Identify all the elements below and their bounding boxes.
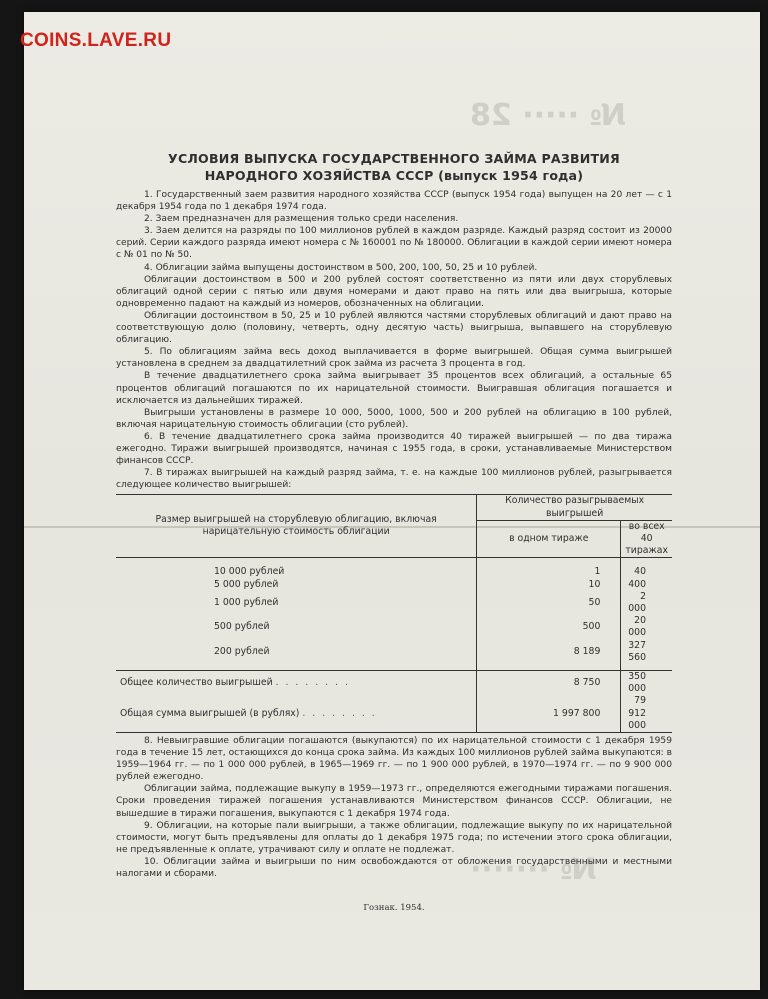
paragraph: 6. В течение двадцатилетнего срока займа производится 40 тиражей выигрышей — по два тиража ежегодно. Тиражи выигрышей производятся, начиная с 1955 года, в сроки, устанавливаемые Министерством финансов СССР. [116,431,672,467]
prize-size-cell: 5 000 рублей [116,579,477,591]
paragraph: 7. В тиражах выигрышей на каждый разряд займа, т. е. на каждые 100 миллионов рублей, разыгрывается следующее количество выигрышей: [116,468,672,491]
all-draws-cell: 400 [628,578,646,590]
table-row [116,591,672,615]
prize-size-cell: 500 рублей [116,615,477,639]
bleed-through-number-top: № ····· 28 [470,98,626,133]
one-draw-cell: 10 [477,579,621,591]
all-draws-cell: 40 [634,566,646,578]
one-draw-cell: 1 [477,558,621,579]
watermark-logo: COINS.LAVE.RU [20,30,172,51]
paragraph: 4. Облигации займа выпущены достоинством в 500, 200, 100, 50, 25 и 10 рублей. [144,262,538,273]
all-draws-cell: 20 000 [628,615,646,639]
table-row [116,558,672,579]
bond-conditions-text [116,150,672,914]
total-sum-label: Общая сумма выигрышей (в рублях) . . . . . . . . [116,695,477,732]
paragraph: 2. Заем предназначен для размещения только среди населения. [144,214,459,225]
paragraph: Облигации достоинством в 50, 25 и 10 рублей являются частями сторублевых облигаций и дают право на соответствующую долю (половину, четверть, одну десятую часть) выигрыша, выпавшего на сторублевую облигацию. [116,310,672,346]
one-draw-cell: 500 [477,615,621,639]
one-draw-cell: 50 [477,591,621,615]
paragraph: Облигации займа, подлежащие выкупу в 1959—1973 гг., определяются ежегодными тиражами погашения. Сроки проведения тиражей погашения устанавливаются Министерством финансов СССР. Облигации, не вышедшие в тиражи погашения, выкупаются с 1 декабря 1974 года. [116,784,672,819]
table-total-sum-row [116,695,672,732]
paragraph: Облигации достоинством в 500 и 200 рублей состоят соответственно из пяти или двух сторублевых облигаций одной серии с пятью или двумя номерами и дают право на пять или два выигрыша, которые одновременно падают на каждый из номеров, обозначенных на облигации. [116,274,672,309]
table-total-count-row [116,670,672,695]
paragraph: В течение двадцатилетнего срока займа выигрывает 35 процентов всех облигаций, а остальные 65 процентов облигаций погашаются по их нарицательной стоимости. Выигравшая облигация погашается и исключается из дальнейших тиражей. [116,371,672,406]
table-row [116,615,672,639]
paragraph: 9. Облигации, на которые пали выигрыши, а также облигации, подлежащие выкупу по их нарицательной стоимости, могут быть предъявлены для оплаты до 1 декабря 1975 года; по истечении этого срока облигации, не предъявленные к оплате, утрачивают силу и оплате не подлежат. [116,820,672,855]
leader-dots: . . . . . . . . [302,707,377,719]
paragraph: 1. Государственный заем развития народного хозяйства СССР (выпуск 1954 года) выпущен на 20 лет — с 1 декабря 1954 года по 1 декабря 1974 года. [116,190,672,213]
total-count-one: 8 750 [477,670,621,695]
one-draw-cell: 8 189 [477,640,621,671]
leader-dots: . . . . . . . . [275,677,350,689]
printer-imprint: Гознак. 1954. [363,903,425,914]
col-header-prize-size: Размер выигрышей на сторублевую облигацию, включая нарицательную стоимость облигации [116,495,477,558]
total-sum-one: 1 997 800 [477,695,621,732]
paragraph: Выигрыши установлены в размере 10 000, 5000, 1000, 500 и 200 рублей на облигацию в 100 рублей, включая нарицательную стоимость облигации (сто рублей). [116,407,672,430]
all-draws-cell: 2 000 [628,590,646,614]
paragraph: 5. По облигациям займа весь доход выплачивается в форме выигрышей. Общая сумма выигрышей установлена в среднем за двадцатилетний срок займа из расчета 3 процента в год. [116,347,672,370]
prize-size-cell: 1 000 рублей [116,591,477,615]
document-title [116,150,672,184]
col-header-all-draws: во всех 40 тиражах [621,520,672,558]
paragraph: 10. Облигации займа и выигрыши по ним освобождаются от обложения государственными и местными налогами и сборами. [116,856,672,880]
prize-size-cell: 10 000 рублей [116,558,477,579]
prize-size-cell: 200 рублей [116,640,477,671]
col-header-one-draw: в одном тираже [477,520,621,558]
total-sum-all: 79 912 000 [621,695,672,732]
col-header-group: Количество разыгрываемых выигрышей [477,495,672,520]
total-count-all: 350 000 [621,670,672,695]
prize-table [116,494,672,733]
title-line-1: УСЛОВИЯ ВЫПУСКА ГОСУДАРСТВЕННОГО ЗАЙМА РАЗВИТИЯ [168,151,620,166]
table-row [116,579,672,591]
all-draws-cell: 327 560 [628,639,646,663]
bleed-through-number-bottom: № ······· [470,852,597,887]
paragraph: 8. Невыигравшие облигации погашаются (выкупаются) по их нарицательной стоимости с 1 декабря 1959 года в течение 15 лет, остающихся до конца срока займа. Из каждых 100 миллионов рублей займа выкупаются: в 1959—1964 гг. — по 1 000 000 рублей, в 1965—1969 гг. — по 1 900 000 рублей, в 1970—1974 гг. — по 9 900 000 рублей ежегодно. [116,736,672,783]
table-row [116,640,672,671]
title-line-2: НАРОДНОГО ХОЗЯЙСТВА СССР (выпуск 1954 года) [204,168,584,183]
total-count-label: Общее количество выигрышей . . . . . . . . [116,670,477,695]
paragraph: 3. Заем делится на разряды по 100 миллионов рублей в каждом разряде. Каждый разряд состоит из 20000 серий. Серии каждого разряда имеют номера с № 160001 по № 180000. Облигации в каждой серии имеют номера с № 01 по № 50. [116,226,672,261]
